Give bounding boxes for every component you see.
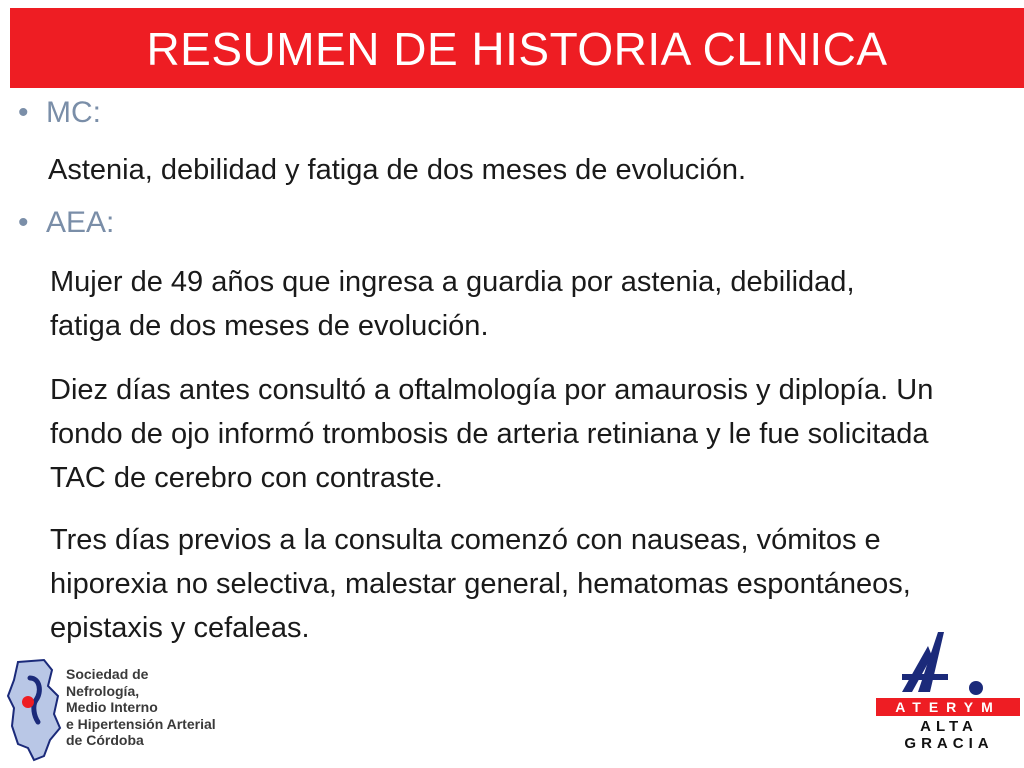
aea-paragraph-1: Mujer de 49 años que ingresa a guardia por astenia, debilidad, fatiga de dos meses de evolución.	[50, 266, 855, 342]
mc-paragraph: Astenia, debilidad y fatiga de dos meses de evolución.	[48, 154, 747, 186]
bullet-icon: •	[18, 96, 29, 129]
aea-paragraph-2: Diez días antes consultó a oftalmología por amaurosis y diplopía. Un fondo de ojo informó trombosis de arteria retiniana y le fue solicitada TAC de cerebro con contraste.	[50, 374, 934, 494]
aea-paragraph-3: Tres días previos a la consulta comenzó con nauseas, vómitos e hiporexia no selectiva, malestar general, hematomas espontáneos, epistaxis y cefaleas.	[50, 524, 911, 644]
bullet-icon: •	[18, 206, 29, 239]
section-heading-aea: • AEA:	[18, 206, 115, 239]
aterym-name: ATERYM	[876, 698, 1020, 716]
title-bar	[10, 8, 1024, 88]
aterym-place: ALTA GRACIA	[904, 718, 994, 752]
section-heading-mc: • MC:	[18, 96, 101, 129]
society-logo-text: Sociedad de Nefrología, Medio Interno e Hipertensión Arterial de Córdoba	[66, 666, 216, 748]
slide-title: RESUMEN DE HISTORIA CLINICA	[146, 23, 888, 75]
